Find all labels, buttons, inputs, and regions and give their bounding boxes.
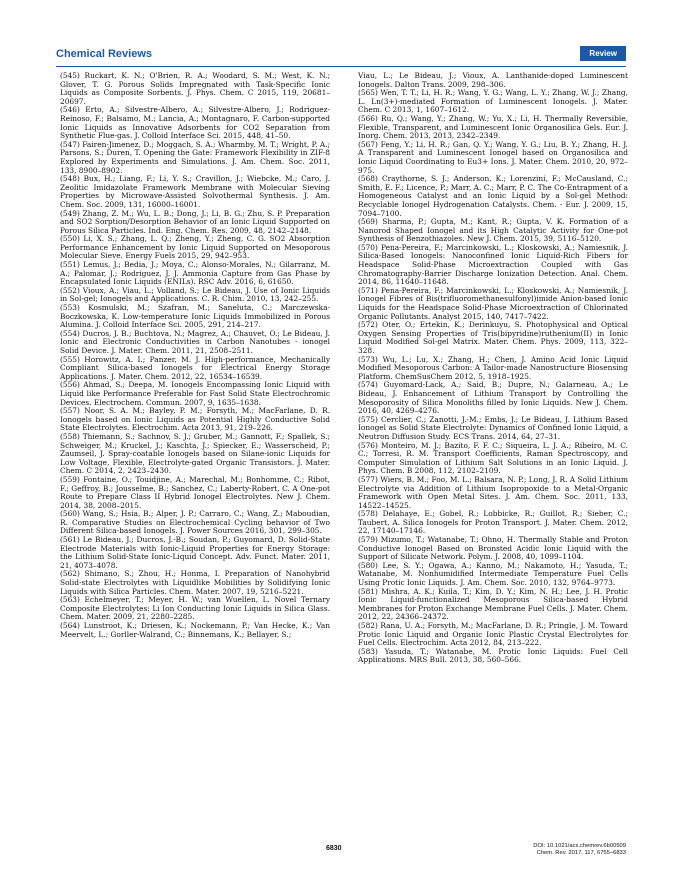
reference-563: (563) Echelmeyer, T.; Meyer, H. W.; van Wuellen, L. Novel Ternary Composite Electrolytes: Li Ion Conducting Ionic Liquids in Silica Glass. Chem. Mater. 2009, 21, 2280–2285. [60, 595, 330, 622]
reference-549: (549) Zhang, Z. M.; Wu, L. B.; Dong, J.; Li, B. G.; Zhu, S. P. Preparation and SO2 Sorption/Desorption Behavior of an Ionic Liquid Supported on Porous Silica Particles. Ind. Eng. Chem. Res. 2009, 48, 2142–2148. [60, 208, 330, 235]
reference-556: (556) Ahmad, S.; Deepa, M. Ionogels Encompassing Ionic Liquid with Liquid like Performance Preferable for Fast Solid State Electrochromic Devices. Electrochem. Commun. 2007, 9, 1635–1638. [60, 380, 330, 407]
reference-579: (579) Mizumo, T.; Watanabe, T.; Ohno, H. Thermally Stable and Proton Conductive Ionogel Based on Bronsted Acidic Ionic Liquid with the Support of Silicate Network. Polym. J. 2008, 40, 1099–1104. [358, 535, 628, 562]
reference-582: (582) Rana, U. A.; Forsyth, M.; MacFarlane, D. R.; Pringle, J. M. Toward Protic Ionic Liquid and Organic Ionic Plastic Crystal Electrolytes for Fuel Cells. Electrochim. Acta 2012, 84, 213–222. [358, 621, 628, 648]
reference-555: (555) Horowitz, A. I.; Panzer, M. J. High-performance, Mechanically Compliant Silica-based Ionogels for Electrical Energy Storage Applications. J. Mater. Chem. 2012, 22, 16534–16539. [60, 354, 330, 381]
reference-548: (548) Bux, H.; Liang, F.; Li, Y. S.; Cravillon, J.; Wiebcke, M.; Caro, J. Zeolitic Imidazolate Framework Membrane with Molecular Sieving Properties by Microwave-Assisted Solvothermal Synthesis. J. Am. Chem. Soc. 2009, 131, 16000–16001. [60, 174, 330, 209]
journal-title: Chemical Reviews [56, 48, 152, 60]
reference-564: (564) Lunstroot, K.; Driesen, K.; Nockemann, P.; Van Hecke, K.; Van Meervelt, L.; Gorller-Walrand, C.; Binnemans, K.; Bellayer, S.; [60, 621, 330, 639]
reference-550: (550) Li, X. S.; Zhang, L. Q.; Zheng, Y.; Zheng, C. G. SO2 Absorption Performance Enhancement by Ionic Liquid Supported on Mesoporous Molecular Sieve. Energy Fuels 2015, 29, 942–953. [60, 234, 330, 261]
reference-545: (545) Ruckart, K. N.; O'Brien, R. A.; Woodard, S. M.; West, K. N.; Glover, T. G. Porous Solids Impregnated with Task-Specific Ionic Liquids as Composite Sorbents. J. Phys. Chem. C 2015, 119, 20681–20697. [60, 71, 330, 106]
reference-581: (581) Mishra, A. K.; Kuila, T.; Kim, D. Y.; Kim, N. H.; Lee, J. H. Protic Ionic Liquid-functionalized Mesoporous Silica-based Hybrid Membranes for Proton Exchange Membrane Fuel Cells. J. Mater. Chem. 2012, 22, 24366–24372. [358, 586, 628, 622]
reference-557: (557) Noor, S. A. M.; Bayley, P. M.; Forsyth, M.; MacFarlane, D. R. Ionogels based on Ionic Liquids as Potential Highly Conductive Solid State Electrolytes. Electrochim. Acta 2013, 91, 219–226. [60, 406, 330, 433]
reference-551: (551) Lemus, J.; Bedia, J.; Moya, C.; Alonso-Morales, N.; Gilarranz, M. A.; Palomar, J.; Rodriguez, J. J. Ammonia Capture from Gas Phase by Encapsulated Ionic Liquids (ENILs). RSC Adv. 2016, 6, 61650. [60, 260, 330, 287]
reference-565: (565) Wen, T. T.; Li, H. R.; Wang, Y. G.; Wang, L. Y.; Zhang, W. J.; Zhang, L. Ln(3+)-mediated Formation of Luminescent Ionogels. J. Mater. Chem. C 2013, 1, 1607–1612. [358, 88, 628, 115]
reference-567: (567) Feng, Y.; Li, H. R.; Gan, Q. Y.; Wang, Y. G.; Liu, B. Y.; Zhang, H. J. A Transparent and Luminescent Ionogel based on Organosilica and Ionic Liquid Coordinating to Eu3+ Ions. J. Mater. Chem. 2010, 20, 972–975. [358, 139, 628, 175]
reference-575: (575) Cerclier, C.; Zanotti, J.-M.; Embs, J.; Le Bideau, J. Lithium Based Ionogel as Solid State Electrolyte: Dynamics of Confined Ionic Liquid, a Neutron Diffusion Study. ECS Trans. 2014, 64, 27–31. [358, 414, 628, 441]
reference-569: (569) Sharma, P.; Gupta, M.; Kant, R.; Gupta, V. K. Formation of a Nanorod Shaped Ionogel and its High Catalytic Activity for One-pot Synthesis of Benzothiazoles. New J. Chem. 2015, 39, 5116–5120. [358, 217, 628, 244]
reference-546: (546) Erto, A.; Silvestre-Albero, A.; Silvestre-Albero, J.; Rodriguez-Reinoso, F.; Balsamo, M.; Lancia, A.; Montagnaro, F. Carbon-supported Ionic Liquids as Innovative Adsorbents for CO2 Separation from Synthetic Flue-gas. J. Colloid Interface Sci. 2015, 448, 41–50. [60, 105, 330, 141]
reference-560: (560) Wang, S.; Hsia, B.; Alper, J. P.; Carraro, C.; Wang, Z.; Maboudian, R. Comparative Studies on Electrochemical Cycling behavior of Two Different Silica-based Ionogels. J. Power Sources 2016, 301, 299–305. [60, 509, 330, 536]
reference-580: (580) Lee, S. Y.; Ogawa, A.; Kanno, M.; Nakamoto, H.; Yasuda, T.; Watanabe, M. Nonhumidified Intermediate Temperature Fuel Cells Using Protic Ionic Liquids. J. Am. Chem. Soc. 2010, 132, 9764–9773. [358, 560, 628, 588]
reference-583: (583) Yasuda, T.; Watanabe, M. Protic Ionic Liquids: Fuel Cell Applications. MRS Bull. 2013, 38, 560–566. [358, 646, 628, 665]
page-number: 6830 [326, 845, 342, 852]
reference-571: (571) Pena-Pereira, F.; Marcinkowski, L.; Kloskowski, A.; Namiesnik, J. Ionogel Fibres of Bis(trifluoromethanesulfonyl)imide Anion-based Ionic Liquids for the Headspace Solid-Phase Microextraction of Chlorinated Organic Pollutants. Analyst 2015, 140, 7417–7422. [358, 285, 628, 321]
doi-footer [533, 843, 626, 857]
reference-568: (568) Craythorne, S. J.; Anderson, K.; Lorenzini, F.; McCausland, C.; Smith, E. F.; Licence, P.; Marr, A. C.; Marr, P. C. The Co-Entrapment of a Homogeneous Catalyst and an Ionic Liquid by a Sol-gel Method: Recyclable Ionogel Hydrogenation Catalysts. Chem. - Eur. J. 2009, 15, 7094–7100. [358, 174, 628, 218]
reference-572: (572) Oter, O.; Ertekin, K.; Derinkuyu, S. Photophysical and Optical Oxygen Sensing Properties of Tris(bipyridine)ruthenium(II) in Ionic Liquid Modified Sol-gel Matrix. Mater. Chem. Phys. 2009, 113, 322–328. [358, 320, 628, 355]
reference-573: (573) Wu, L.; Lu, X.; Zhang, H.; Chen, J. Amino Acid Ionic Liquid Modified Mesoporous Carbon: A Tailor-made Nanostructure Biosensing Platform. ChemSusChem 2012, 5, 1918–1925. [358, 354, 628, 381]
header-rule [56, 66, 626, 67]
reference-578: (578) Delahaye, E.; Gobel, R.; Lobbicke, R.; Guillot, R.; Sieber, C.; Taubert, A. Silica Ionogels for Proton Transport. J. Mater. Chem. 2012, 22, 17140–17146. [358, 509, 628, 536]
reference-564-continued: Viau, L.; Le Bideau, J.; Vioux, A. Lanthanide-doped Luminescent Ionogels. Dalton Trans. 2009, 298–306. [358, 71, 628, 89]
doi-link[interactable]: DOI: 10.1021/acs.chemrev.6b00509 [533, 843, 626, 849]
references-column-left [60, 72, 330, 639]
journal-citation: Chem. Rev. 2017, 117, 6755–6833 [536, 850, 626, 856]
reference-558: (558) Thiemann, S.; Sachnov, S. J.; Gruber, M.; Gannott, F.; Spallek, S.; Schweiger, M.; Kruckel, J.; Kaschta, J.; Spiecker, E.; Wasserscheid, P.; Zaumseil, J. Spray-coatable Ionogels based on Silane-ionic Liquids for Low Voltage, Flexible, Electrolyte-gated Organic Transistors. J. Mater. Chem. C 2014, 2, 2423–2430. [60, 431, 330, 476]
article-type-badge: Review [580, 46, 626, 61]
reference-570: (570) Pena-Pereira, F.; Marcinkowski, L.; Kloskowski, A.; Namiesnik, J. Silica-Based Ionogels: Nanoconfined Ionic Liquid-Rich Fibers for Headspace Solid-Phase Microextraction Coupled with Gas Chromatography-Barrier Discharge Ionization Detection. Anal. Chem. 2014, 86, 11640–11648. [358, 242, 628, 287]
reference-561: (561) Le Bideau, J.; Ducros, J.-B.; Soudan, P.; Guyomard, D. Solid-State Electrode Materials with Ionic-Liquid Properties for Energy Storage: the Lithium Solid-State Ionic-Liquid Concept. Adv. Funct. Mater. 2011, 21, 4073–4078. [60, 535, 330, 570]
reference-576: (576) Monteiro, M. J.; Bazito, F. F. C.; Siqueira, L. J. A.; Ribeiro, M. C. C.; Torresi, R. M. Transport Coefficients, Raman Spectroscopy, and Computer Simulation of Lithium Salt Solutions in an Ionic Liquid. J. Phys. Chem. B 2008, 112, 2102–2109. [358, 440, 628, 476]
reference-566: (566) Ru, Q.; Wang, Y.; Zhang, W.; Yu, X.; Li, H. Thermally Reversible, Flexible, Transparent, and Luminescent Ionic Organosilica Gels. Eur. J. Inorg. Chem. 2013, 2013, 2342–2349. [358, 113, 628, 141]
reference-574: (574) Guyomard-Lack, A.; Said, B.; Dupre, N.; Galarneau, A.; Le Bideau, J. Enhancement of Lithium Transport by Controlling the Mesoporosity of Silica Monoliths filled by Ionic Liquids. New J. Chem. 2016, 40, 4269–4276. [358, 380, 628, 416]
reference-559: (559) Fontaine, O.; Touidjine, A.; Marechal, M.; Bonhomme, C.; Ribot, F.; Geffroy, B.; Jousselme, B.; Sanchez, C.; Laberty-Robert, C. A One-pot Route to Prepare Class II Hybrid Ionogel Electrolytes. New J. Chem. 2014, 38, 2008–2015. [60, 474, 330, 510]
reference-562: (562) Shimano, S.; Zhou, H.; Honma, I. Preparation of Nanohybrid Solid-state Electrolytes with Liquidlike Mobilities by Solidifying Ionic Liquids with Silica Particles. Chem. Mater. 2007, 19, 5216–5221. [60, 569, 330, 596]
reference-547: (547) Fairen-Jimenez, D.; Moggach, S. A.; Wharmby, M. T.; Wright, P. A.; Parsons, S.; Duren, T. Opening the Gate: Framework Flexibility in ZIF-8 Explored by Experiments and Simulations. J. Am. Chem. Soc. 2011, 133, 8900–8902. [60, 139, 330, 175]
references-column-right [358, 72, 628, 665]
reference-554: (554) Ducros, J. B.; Buchtova, N.; Magrez, A.; Chauvet, O.; Le Bideau, J. Ionic and Electronic Conductivities in Carbon Nanotubes - ionogel Solid Device. J. Mater. Chem. 2011, 21, 2508–2511. [60, 328, 330, 355]
reference-577: (577) Wiers, B. M.; Foo, M. L.; Balsara, N. P.; Long, J. R. A Solid Lithium Electrolyte via Addition of Lithium Isopropoxide to a Metal-Organic Framework with Open Metal Sites. J. Am. Chem. Soc. 2011, 133, 14522–14525. [358, 474, 628, 510]
reference-553: (553) Kosmulski, M.; Szafran, M.; Saneluta, C.; Marczewska-Boczkowska, K. Low-temperature Ionic Liquids Immobilized in Porous Alumina. J. Colloid Interface Sci. 2005, 291, 214–217. [60, 303, 330, 330]
reference-552: (552) Vioux, A.; Viau, L.; Volland, S.; Le Bideau, J. Use of Ionic Liquids in Sol-gel; Ionogels and Applications. C. R. Chim. 2010, 13, 242–255. [60, 285, 330, 304]
page-header [56, 46, 626, 68]
